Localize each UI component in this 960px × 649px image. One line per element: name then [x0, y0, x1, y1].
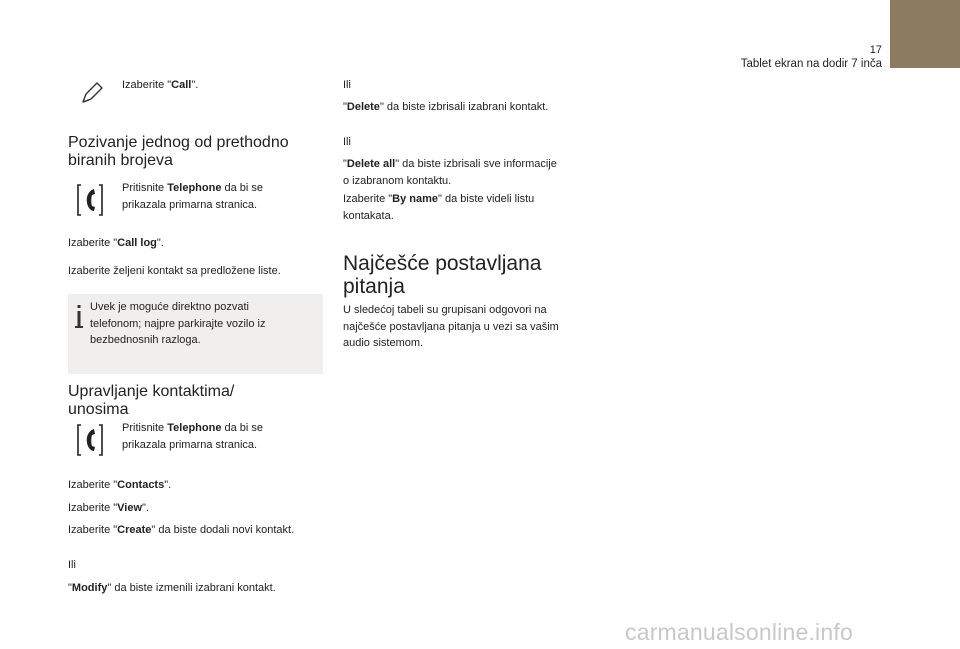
heading-faq: Najčešće postavljana pitanja [343, 252, 542, 298]
phone-handset-icon [75, 183, 105, 217]
note-text: Uvek je moguće direktno pozvati telefonom; najpre parkirajte vozilo iz bezbednosnih razloga. [90, 301, 266, 346]
faq-intro-text: U sledećoj tabeli su grupisani odgovori na najčešće postavljana pitanja u vezi sa vašim audio sistemom. [343, 304, 559, 349]
select-view-text: Izaberite "View". [68, 502, 149, 514]
select-contacts-text: Izaberite "Contacts". [68, 479, 172, 491]
press-telephone-text-2: Pritisnite Telephone da bi se prikazala primarna stranica. [122, 422, 264, 451]
select-calllog-text: Izaberite "Call log". [68, 237, 164, 249]
press-telephone-text-1: Pritisnite Telephone da bi se prikazala primarna stranica. [122, 182, 264, 211]
page-number: 17 [869, 44, 882, 56]
select-contact-text: Izaberite željeni kontakt sa predložene liste. [68, 265, 281, 277]
delete-all-text: "Delete all" da biste izbrisali sve informacije o izabranom kontaktu. [343, 158, 557, 187]
select-call-text: Izaberite "Call". [122, 79, 199, 91]
or-text-1: Ili [68, 559, 76, 571]
section-title: Tablet ekran na dodir 7 inča [740, 58, 882, 70]
or-text-2: Ili [343, 79, 351, 91]
info-icon [74, 305, 84, 329]
by-name-text: Izaberite "By name" da biste videli listu kontakata. [343, 193, 535, 222]
delete-text: "Delete" da biste izbrisali izabrani kontakt. [343, 101, 549, 113]
handset-pen-icon [80, 80, 106, 106]
watermark: carmanualsonline.info [625, 619, 853, 645]
phone-handset-icon [75, 423, 105, 457]
corner-tab [890, 0, 960, 68]
heading-manage-contacts: Upravljanje kontaktima/ unosima [68, 383, 235, 418]
heading-previous-numbers: Pozivanje jednog od prethodno biranih brojeva [68, 134, 289, 169]
modify-text: "Modify" da biste izmenili izabrani kontakt. [68, 582, 276, 594]
select-create-text: Izaberite "Create" da biste dodali novi kontakt. [68, 524, 295, 536]
or-text-3: Ili [343, 136, 351, 148]
